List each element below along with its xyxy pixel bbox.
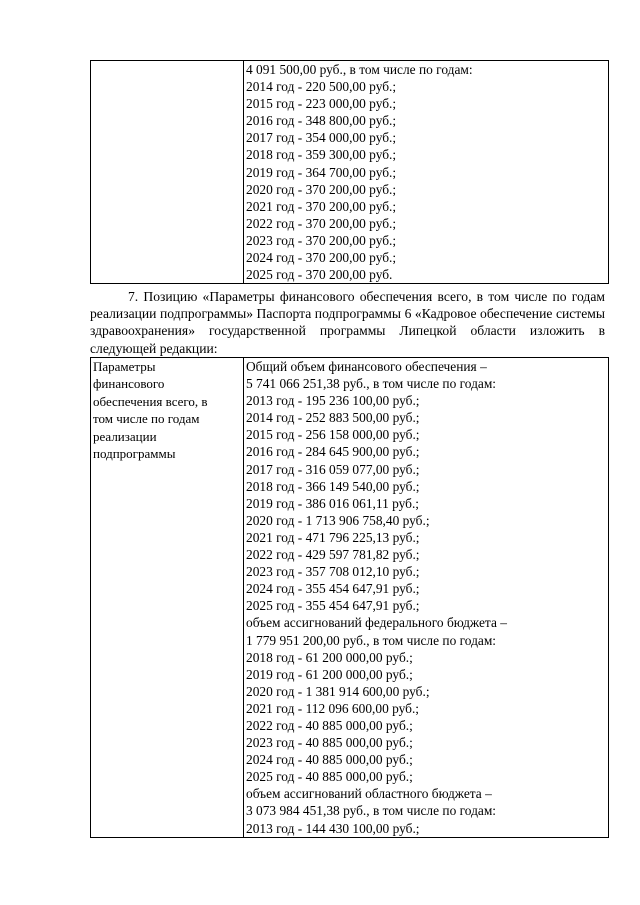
financing-line: 4 091 500,00 руб., в том числе по годам: <box>246 62 473 77</box>
financing-line: 2022 год - 40 885 000,00 руб.; <box>246 717 413 733</box>
label-line: финансового <box>93 376 165 392</box>
financing-table-continuation <box>90 60 609 284</box>
financing-line: объем ассигнований областного бюджета – <box>246 786 492 802</box>
financing-line: 2013 год - 144 430 100,00 руб.; <box>246 820 420 836</box>
financing-line: 2021 год - 471 796 225,13 руб.; <box>246 529 420 545</box>
label-line: реализации <box>93 428 157 444</box>
financing-line: 2025 год - 40 885 000,00 руб.; <box>246 769 413 785</box>
paragraph-text: 7. Позицию «Параметры финансового обеспечения всего, в том числе по годам реализации подпрограммы» Паспорта подпрограммы 6 «Кадровое обеспечение системы здравоохранения» государственной программы Липецкой области изложить в следующей редакции: <box>90 289 605 356</box>
financing-line: объем ассигнований федерального бюджета – <box>246 615 507 631</box>
financing-line: Общий объем финансового обеспечения – <box>246 359 487 374</box>
financing-line: 2014 год - 220 500,00 руб.; <box>246 79 397 95</box>
table-cell-empty <box>91 61 244 284</box>
table-row <box>91 61 609 284</box>
financing-line: 2022 год - 429 597 781,82 руб.; <box>246 547 420 563</box>
financing-line: 2017 год - 316 059 077,00 руб.; <box>246 461 420 477</box>
label-line: том числе по годам <box>93 411 200 427</box>
financing-line: 2013 год - 195 236 100,00 руб.; <box>246 393 420 409</box>
financing-line: 1 779 951 200,00 руб., в том числе по годам: <box>246 632 497 648</box>
financing-line: 2025 год - 370 200,00 руб. <box>246 267 393 283</box>
financing-line: 2020 год - 370 200,00 руб.; <box>246 181 397 197</box>
financing-parameters-table <box>90 357 609 838</box>
financing-line: 2015 год - 223 000,00 руб.; <box>246 96 397 112</box>
amendment-paragraph <box>90 288 605 357</box>
financing-line: 2017 год - 354 000,00 руб.; <box>246 130 397 146</box>
financing-line: 2020 год - 1 713 906 758,40 руб.; <box>246 512 430 528</box>
table-row <box>91 358 609 838</box>
financing-line: 2024 год - 370 200,00 руб.; <box>246 250 397 266</box>
table-cell-values <box>244 358 609 838</box>
financing-line: 3 073 984 451,38 руб., в том числе по годам: <box>246 803 497 819</box>
financing-line: 2021 год - 370 200,00 руб.; <box>246 198 397 214</box>
financing-line: 2025 год - 355 454 647,91 руб.; <box>246 598 420 614</box>
financing-line: 2016 год - 284 645 900,00 руб.; <box>246 444 420 460</box>
financing-line: 2023 год - 40 885 000,00 руб.; <box>246 735 413 751</box>
financing-line: 2019 год - 364 700,00 руб.; <box>246 164 397 180</box>
financing-line: 2022 год - 370 200,00 руб.; <box>246 215 397 231</box>
financing-line: 2021 год - 112 096 600,00 руб.; <box>246 700 420 716</box>
financing-line: 2020 год - 1 381 914 600,00 руб.; <box>246 683 430 699</box>
financing-line: 2014 год - 252 883 500,00 руб.; <box>246 410 420 426</box>
label-line: Параметры <box>93 359 156 374</box>
financing-line: 2018 год - 61 200 000,00 руб.; <box>246 649 413 665</box>
table-cell-label <box>91 358 244 838</box>
label-line: обеспечения всего, в <box>93 393 208 409</box>
label-lines <box>93 358 241 462</box>
financing-line: 2023 год - 370 200,00 руб.; <box>246 232 397 248</box>
financing-line: 2019 год - 386 016 061,11 руб.; <box>246 495 420 511</box>
financing-line: 2015 год - 256 158 000,00 руб.; <box>246 427 420 443</box>
value-lines <box>246 358 606 837</box>
label-line: подпрограммы <box>93 446 176 462</box>
financing-line: 2023 год - 357 708 012,10 руб.; <box>246 564 420 580</box>
financing-line: 2019 год - 61 200 000,00 руб.; <box>246 666 413 682</box>
value-lines <box>246 61 606 283</box>
financing-line: 2016 год - 348 800,00 руб.; <box>246 113 397 129</box>
financing-line: 2024 год - 355 454 647,91 руб.; <box>246 581 420 597</box>
financing-line: 2024 год - 40 885 000,00 руб.; <box>246 752 413 768</box>
financing-line: 2018 год - 366 149 540,00 руб.; <box>246 478 420 494</box>
financing-line: 5 741 066 251,38 руб., в том числе по годам: <box>246 376 497 392</box>
table-cell-values <box>244 61 609 284</box>
financing-line: 2018 год - 359 300,00 руб.; <box>246 147 397 163</box>
